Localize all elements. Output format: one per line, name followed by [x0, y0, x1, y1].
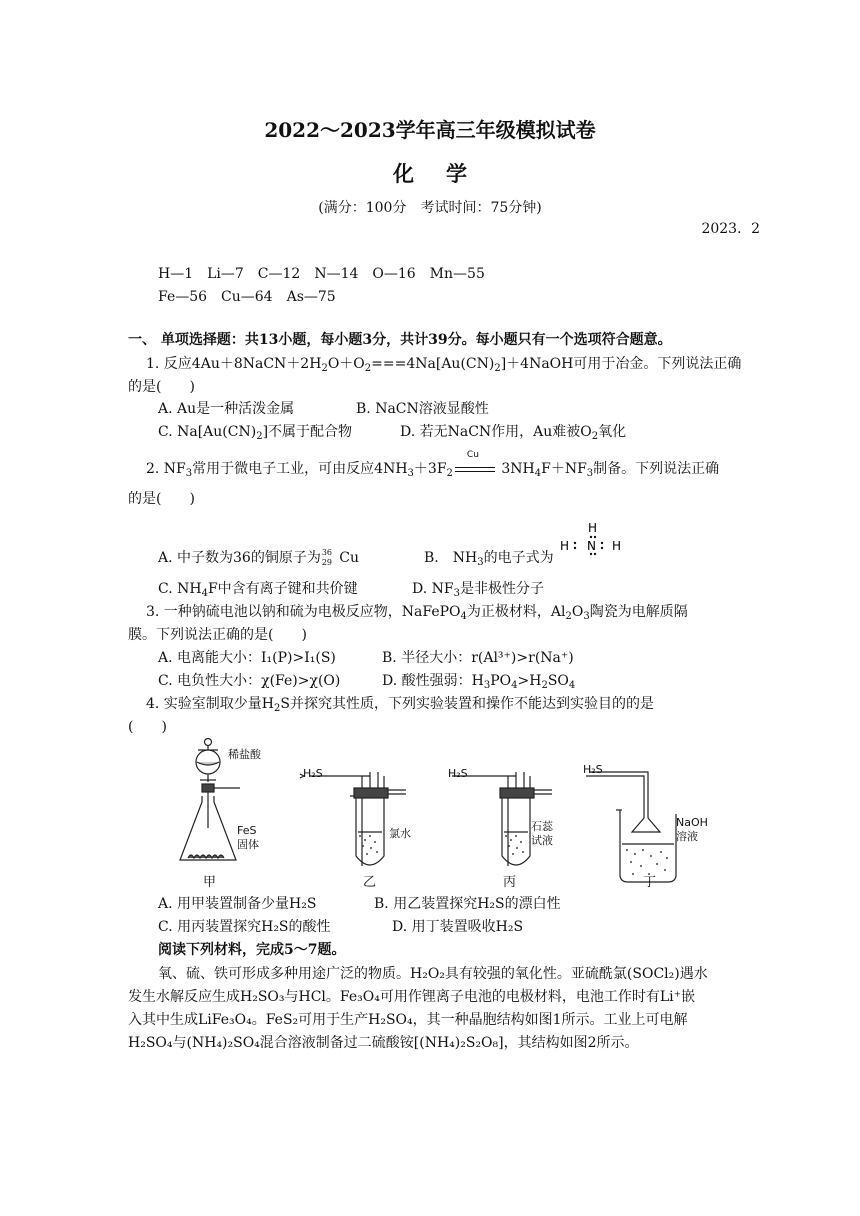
exam-meta: (满分：100分 考试时间：75分钟) [318, 200, 542, 216]
label-fes: FeS [237, 824, 257, 837]
q3-option-a: A. 电离能大小：I₁(P)>I₁(S) [158, 650, 336, 666]
q2-option-a: A. 中子数为36的铜原子为 36 29 Cu [158, 548, 360, 567]
reading-paragraph-line3: 入其中生成LiFe₃O₄。FeS₂可用于生产H₂SO₄，其一种晶胞结构如图1所示。工业上可电解 [128, 1012, 688, 1028]
q1-option-c: C. $Na[Au(CN)_2]$不属于配合物 [158, 424, 353, 442]
q4-option-c: C. 用丙装置探究H₂S的酸性 [158, 919, 331, 935]
label-naoh-solution: 溶液 [676, 830, 698, 843]
label-solid: 固体 [237, 838, 259, 851]
apparatus-bing [452, 772, 552, 866]
svg-text:N: N [587, 539, 596, 553]
q4-option-b: B. 用乙装置探究H₂S的漂白性 [374, 896, 561, 912]
q3-option-b: B. 半径大小：r(Al³⁺)>r(Na⁺) [382, 650, 574, 666]
q2-option-c: C. $NH_4F$中含有离子键和共价键 [158, 581, 358, 599]
subject-title: 化学 [393, 161, 499, 186]
q2-stem: 2. $NF_3$常用于微电子工业，可由反应$4NH_3+3F_2$ Cu $3NH_4F+NF_3$制备。下列说法正确 [146, 450, 720, 479]
apparatus-yi [300, 772, 406, 866]
catalyst-label: Cu [466, 450, 479, 460]
label-solution: 试液 [531, 834, 553, 847]
svg-text:H: H [588, 521, 598, 535]
reading-heading: 阅读下列材料，完成5～7题。 [158, 942, 346, 958]
exam-date: 2023．2 [701, 221, 760, 237]
nh3-electron-dot-structure [558, 520, 628, 562]
apparatus-ding [586, 772, 676, 882]
caption-jia: 甲 [203, 875, 217, 890]
label-dilute-hcl: 稀盐酸 [228, 748, 261, 761]
caption-ding: 丁 [643, 875, 657, 890]
reading-paragraph-line4: H₂SO₄与(NH₄)₂SO₄混合溶液制备过二硫酸铵[(NH₄)₂S₂O₈]，其结构如图2所示。 [128, 1035, 639, 1051]
atomic-masses-line1: H—1 Li—7 C—12 N—14 O—16 Mn—55 [158, 266, 485, 282]
caption-bing: 丙 [503, 875, 517, 890]
reading-paragraph-line2: 发生水解反应生成H₂SO₃与HCl。Fe₃O₄可用作锂离子电池的电极材料，电池工作时有Li⁺嵌 [128, 989, 695, 1005]
exam-title: 2022～2023学年高三年级模拟试卷 [264, 118, 596, 142]
caption-yi: 乙 [363, 875, 377, 890]
q1-stem-cont: 的是( ) [128, 379, 195, 395]
q2-option-b: B. $NH_3$的电子式为 [424, 550, 554, 568]
label-h2s-yi: H₂S [303, 767, 323, 780]
q1-option-d: D. 若无NaCN作用，Au难被$O_2$氧化 [400, 424, 627, 442]
label-h2s-bing: H₂S [448, 767, 468, 780]
label-naoh: NaOH [676, 816, 708, 829]
q3-stem: 3. 一种钠硫电池以钠和硫为电极反应物，NaFePO$_4$为正极材料，$Al_2O_3$陶瓷为电解质隔 [146, 604, 688, 622]
label-h2s-ding: H₂S [583, 763, 603, 776]
q4-stem: 4. 实验室制取少量$H_2S$并探究其性质，下列实验装置和操作不能达到实验目的的是 [146, 696, 654, 714]
svg-text:H: H [560, 539, 570, 553]
isotope-notation [321, 549, 335, 567]
q2-option-d: D. $NF_3$是非极性分子 [412, 581, 544, 599]
q1-option-b: B. NaCN溶液显酸性 [356, 401, 489, 417]
q4-stem-cont: ( ) [128, 719, 167, 735]
q4-option-d: D. 用丁装置吸收H₂S [392, 919, 524, 935]
q3-option-d: D. 酸性强弱：$H_3PO_4>H_2SO_4$ [382, 673, 576, 691]
q2-stem-cont: 的是( ) [128, 491, 195, 507]
reaction-arrow [453, 450, 497, 476]
atomic-masses-line2: Fe—56 Cu—64 As—75 [158, 289, 336, 305]
reading-paragraph-line1: 氧、硫、铁可形成多种用途广泛的物质。H₂O₂具有较强的氧化性。亚硫酰氯(SOCl₂)遇水 [158, 966, 708, 982]
label-chlorine-water: 氯水 [389, 827, 411, 840]
q3-option-c: C. 电负性大小：χ(Fe)>χ(O) [158, 673, 341, 689]
q1-stem: 1. 反应$4Au+8NaCN+2H_2O+O_2===4Na[Au(CN)_2]+4NaOH$可用于冶金。下列说法正确 [146, 356, 742, 374]
label-litmus: 石蕊 [531, 820, 553, 833]
q4-option-a: A. 用甲装置制备少量H₂S [158, 896, 317, 912]
svg-text:H: H [612, 539, 622, 553]
section-heading: 一、 单项选择题：共13小题，每小题3分，共计39分。每小题只有一个选项符合题意。 [128, 332, 672, 348]
q1-option-a: A. Au是一种活泼金属 [158, 401, 295, 417]
q3-stem-cont: 膜。下列说法正确的是( ) [128, 627, 307, 643]
mass-number: 36 [321, 548, 333, 557]
atomic-number: 29 [321, 558, 333, 567]
